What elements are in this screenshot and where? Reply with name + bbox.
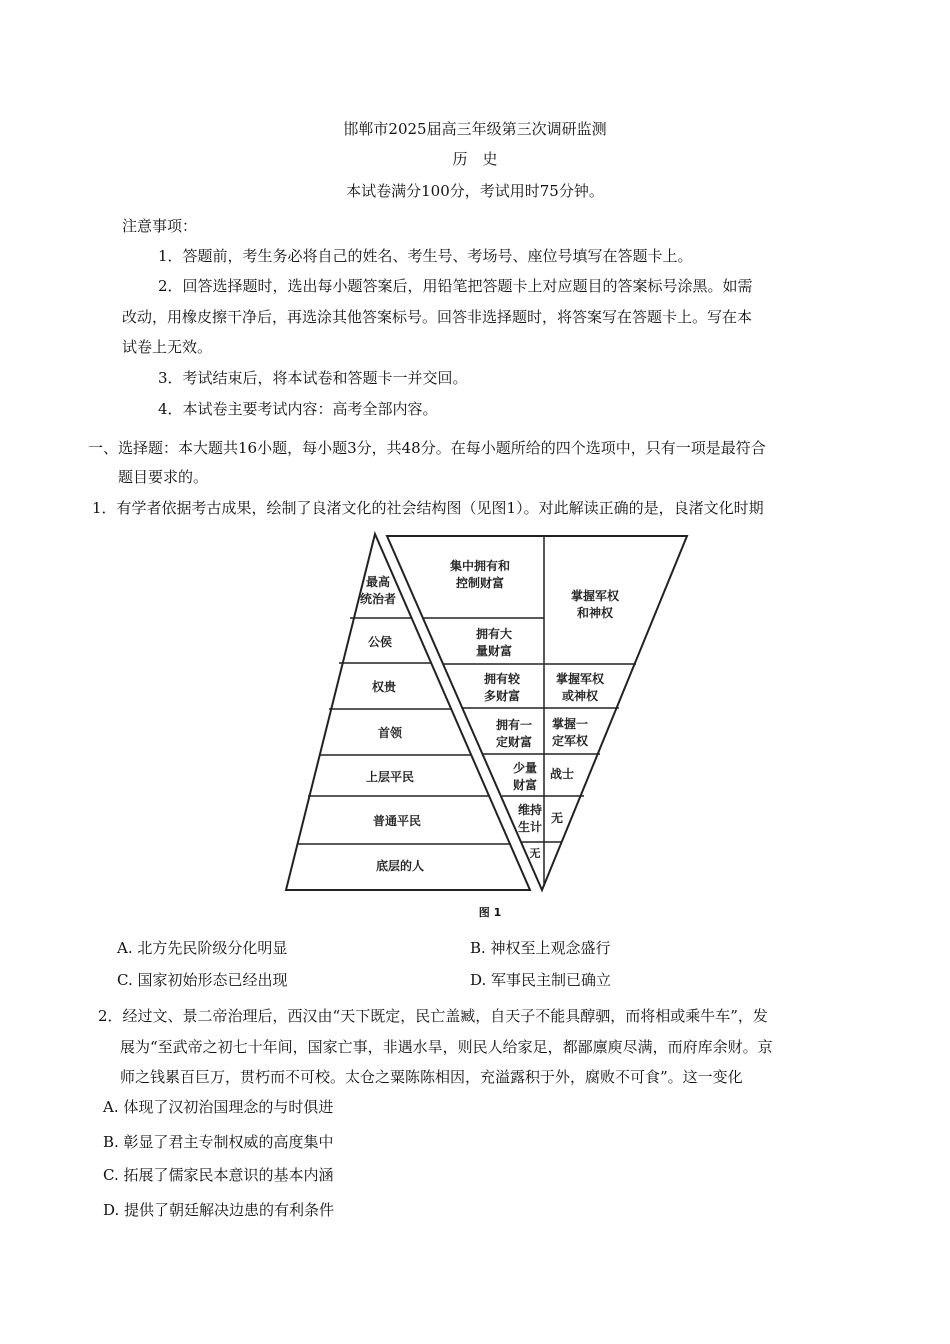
section-heading-cont: 题目要求的。 (118, 468, 209, 486)
q1-option-d: D. 军事民主制已确立 (470, 971, 612, 989)
label-power-military-divine-2: 和神权 (576, 606, 614, 620)
label-gonghou: 公侯 (367, 635, 393, 649)
label-wealth-little-2: 财富 (512, 778, 538, 792)
label-wealth-some-2: 定财富 (495, 735, 533, 749)
notes-heading: 注意事项： (122, 217, 198, 235)
exam-info: 本试卷满分100分，考试用时75分钟。 (346, 182, 604, 200)
note-item-1: 1．答题前，考生务必将自己的姓名、考生号、考场号、座位号填写在答题卡上。 (158, 247, 693, 265)
label-quangui: 权贵 (371, 680, 397, 694)
label-wealth-large-2: 量财富 (475, 644, 513, 658)
label-wealth-little-1: 少量 (512, 761, 538, 775)
label-power-some-military-1: 掌握一 (551, 717, 589, 731)
note-item-2: 2．回答选择题时，选出每小题答案后，用铅笔把答题卡上对应题目的答案标号涂黑。如需 (158, 277, 753, 295)
subject-title: 历 史 (452, 150, 498, 168)
label-power-military-divine-1: 掌握军权 (570, 589, 620, 603)
label-wealth-more-1: 拥有较 (483, 672, 521, 686)
label-wealth-some-1: 拥有一 (495, 718, 533, 732)
social-structure-figure (280, 528, 700, 923)
label-supreme-1: 最高 (365, 575, 391, 589)
note-item-4: 4．本试卷主要考试内容：高考全部内容。 (158, 400, 438, 418)
label-power-some-military-2: 定军权 (551, 734, 589, 748)
exam-title: 邯郸市2025届高三年级第三次调研监测 (343, 120, 607, 138)
note-item-2-cont: 改动，用橡皮擦干净后，再选涂其他答案标号。回答非选择题时，将答案写在答题卡上。写在本 (122, 308, 753, 326)
q2-option-c: C. 拓展了儒家民本意识的基本内涵 (103, 1166, 334, 1184)
label-ordinary-commoner: 普通平民 (372, 814, 422, 828)
figure-caption: 图 1 (478, 906, 502, 919)
q2-option-d: D. 提供了朝廷解决边患的有利条件 (103, 1201, 335, 1219)
q2-stem-line-1: 2．经过文、景二帝治理后，西汉由“天下既定，民亡盖臧，自天子不能具醇驷，而将相或乘牛车”，发 (98, 1007, 768, 1025)
q1-option-c: C. 国家初始形态已经出现 (117, 971, 288, 989)
label-power-military-or-divine-2: 或神权 (561, 689, 599, 703)
note-item-2-cont2: 试卷上无效。 (122, 338, 213, 356)
q1-option-b: B. 神权至上观念盛行 (470, 939, 611, 957)
q2-option-b: B. 彰显了君主专制权威的高度集中 (103, 1133, 334, 1151)
label-wealth-none: 无 (529, 847, 541, 860)
q1-option-a: A. 北方先民阶级分化明显 (117, 939, 288, 957)
label-wealth-subsistence-1: 维持 (517, 803, 543, 817)
label-power-military-or-divine-1: 掌握军权 (555, 672, 605, 686)
right-triangle-outline (387, 536, 687, 890)
note-item-3: 3．考试结束后，将本试卷和答题卡一并交回。 (158, 369, 468, 387)
label-power-warrior: 战士 (549, 767, 575, 781)
label-wealth-subsistence-2: 生计 (517, 820, 543, 834)
label-bottom-people: 底层的人 (375, 859, 425, 873)
label-shouling: 首领 (377, 726, 403, 740)
q1-stem: 1．有学者依据考古成果，绘制了良渚文化的社会结构图（见图1）。对此解读正确的是，良渚文化时期 (92, 499, 764, 517)
label-upper-commoner: 上层平民 (365, 770, 415, 784)
label-wealth-concentrated-2: 控制财富 (455, 576, 505, 590)
label-wealth-more-2: 多财富 (483, 689, 521, 703)
q2-stem-line-3: 师之钱累百巨万，贯朽而不可校。太仓之粟陈陈相因，充溢露积于外，腐败不可食”。这一变化 (120, 1068, 743, 1086)
label-wealth-concentrated-1: 集中拥有和 (449, 559, 511, 573)
label-supreme-2: 统治者 (359, 592, 397, 606)
section-heading: 一、选择题：本大题共16小题，每小题3分，共48分。在每小题所给的四个选项中，只有一项是最符合 (88, 439, 766, 457)
label-power-none: 无 (550, 811, 564, 825)
q2-option-a: A. 体现了汉初治国理念的与时俱进 (103, 1098, 334, 1116)
label-wealth-large-1: 拥有大 (475, 627, 513, 641)
q2-stem-line-2: 展为“至武帝之初七十年间，国家亡事，非遇水旱，则民人给家足，都鄙廪庾尽满，而府库余财。京 (120, 1038, 773, 1056)
